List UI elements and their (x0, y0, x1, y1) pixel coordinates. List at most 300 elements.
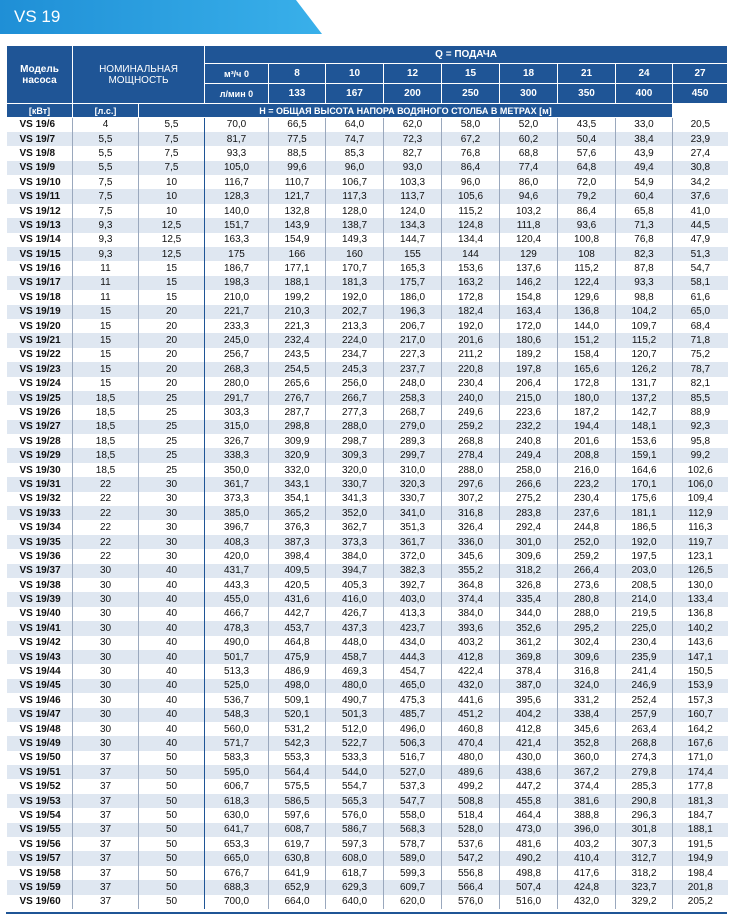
head-cell: 330,7 (326, 477, 384, 491)
head-cell: 154,9 (269, 233, 326, 247)
power-kw-cell: 5,5 (73, 161, 139, 175)
model-cell: VS 19/41 (7, 621, 73, 635)
table-row (7, 218, 728, 232)
head-cell: 478,3 (205, 621, 269, 635)
head-cell: 288,0 (326, 420, 384, 434)
head-cell: 309,6 (558, 650, 616, 664)
head-cell: 676,7 (205, 866, 269, 880)
head-cell: 70,0 (205, 118, 269, 132)
head-cell: 352,6 (500, 621, 558, 635)
header-model (7, 46, 73, 104)
head-cell: 405,3 (326, 578, 384, 592)
head-cell: 68,8 (500, 146, 558, 160)
head-cell: 586,7 (326, 823, 384, 837)
head-cell: 266,6 (500, 477, 558, 491)
head-cell: 291,7 (205, 391, 269, 405)
power-hp-cell: 12,5 (139, 247, 205, 261)
head-cell: 343,1 (269, 477, 326, 491)
head-cell: 365,2 (269, 506, 326, 520)
model-cell: VS 19/18 (7, 290, 73, 304)
head-cell: 197,8 (500, 362, 558, 376)
power-hp-cell: 40 (139, 722, 205, 736)
power-hp-cell: 40 (139, 679, 205, 693)
head-cell: 558,0 (384, 808, 442, 822)
power-kw-cell: 11 (73, 261, 139, 275)
head-cell: 103,3 (384, 175, 442, 189)
head-cell: 43,5 (558, 118, 616, 132)
power-kw-cell: 22 (73, 535, 139, 549)
head-cell: 220,8 (442, 362, 500, 376)
head-cell: 198,4 (673, 866, 728, 880)
head-cell: 565,3 (326, 794, 384, 808)
head-cell: 120,4 (500, 233, 558, 247)
head-cell: 332,0 (269, 463, 326, 477)
head-cell: 88,5 (269, 146, 326, 160)
head-cell: 547,2 (442, 851, 500, 865)
power-kw-cell: 9,3 (73, 233, 139, 247)
table-row (7, 779, 728, 793)
head-cell: 256,0 (326, 377, 384, 391)
head-cell: 160,7 (673, 708, 728, 722)
head-cell: 93,0 (384, 161, 442, 175)
head-cell: 309,3 (326, 448, 384, 462)
head-cell: 420,5 (269, 578, 326, 592)
power-hp-cell: 30 (139, 549, 205, 563)
head-cell: 154,8 (500, 290, 558, 304)
head-cell: 215,0 (500, 391, 558, 405)
head-cell: 81,7 (205, 132, 269, 146)
table-row (7, 664, 728, 678)
head-cell: 181,3 (673, 794, 728, 808)
power-hp-cell: 20 (139, 319, 205, 333)
head-cell: 71,3 (616, 218, 673, 232)
power-hp-cell: 50 (139, 851, 205, 865)
power-hp-cell: 25 (139, 463, 205, 477)
head-cell: 455,0 (205, 592, 269, 606)
head-cell: 172,8 (558, 377, 616, 391)
head-cell: 410,4 (558, 851, 616, 865)
head-cell: 501,3 (326, 708, 384, 722)
head-cell: 252,0 (558, 535, 616, 549)
model-cell: VS 19/45 (7, 679, 73, 693)
head-cell: 516,7 (384, 751, 442, 765)
head-cell: 298,7 (326, 434, 384, 448)
head-cell: 136,8 (558, 305, 616, 319)
head-cell: 268,7 (384, 405, 442, 419)
unit-kw: [кВт] (7, 104, 73, 118)
power-kw-cell: 37 (73, 765, 139, 779)
head-cell: 416,0 (326, 592, 384, 606)
head-cell: 191,5 (673, 837, 728, 851)
power-hp-cell: 7,5 (139, 132, 205, 146)
head-cell: 320,0 (326, 463, 384, 477)
power-kw-cell: 9,3 (73, 218, 139, 232)
head-cell: 143,6 (673, 636, 728, 650)
head-cell: 77,4 (500, 161, 558, 175)
power-hp-cell: 40 (139, 708, 205, 722)
head-cell: 653,3 (205, 837, 269, 851)
head-cell: 153,6 (616, 434, 673, 448)
model-cell: VS 19/13 (7, 218, 73, 232)
power-hp-cell: 30 (139, 492, 205, 506)
table-row (7, 679, 728, 693)
head-cell: 595,0 (205, 765, 269, 779)
head-cell: 144,7 (384, 233, 442, 247)
head-cell: 41,0 (673, 204, 728, 218)
head-cell: 608,7 (269, 823, 326, 837)
head-cell: 192,0 (442, 319, 500, 333)
head-cell: 153,6 (442, 261, 500, 275)
head-cell: 345,6 (442, 549, 500, 563)
table-row (7, 189, 728, 203)
head-cell: 71,8 (673, 333, 728, 347)
head-cell: 128,0 (326, 204, 384, 218)
head-cell: 201,6 (558, 434, 616, 448)
head-cell: 122,4 (558, 276, 616, 290)
power-kw-cell: 30 (73, 564, 139, 578)
head-cell: 618,3 (205, 794, 269, 808)
head-cell: 51,3 (673, 247, 728, 261)
model-cell: VS 19/59 (7, 880, 73, 894)
head-cell: 506,3 (384, 736, 442, 750)
head-cell: 362,7 (326, 520, 384, 534)
head-cell: 165,3 (384, 261, 442, 275)
head-cell: 99,2 (673, 448, 728, 462)
head-cell: 453,7 (269, 621, 326, 635)
head-cell: 94,6 (500, 189, 558, 203)
head-cell: 205,2 (673, 895, 728, 909)
head-cell: 258,3 (384, 391, 442, 405)
head-cell: 290,8 (616, 794, 673, 808)
head-cell: 330,7 (384, 492, 442, 506)
head-cell: 537,6 (442, 837, 500, 851)
head-cell: 485,7 (384, 708, 442, 722)
header-h: H = ОБЩАЯ ВЫСОТА НАПОРА ВОДЯНОГО СТОЛБА В МЕТРАХ [м] (139, 104, 673, 118)
head-cell: 331,2 (558, 693, 616, 707)
head-cell: 151,7 (205, 218, 269, 232)
head-cell: 164,2 (673, 722, 728, 736)
head-cell: 619,7 (269, 837, 326, 851)
power-kw-cell: 30 (73, 607, 139, 621)
head-cell: 117,3 (326, 189, 384, 203)
table-row (7, 247, 728, 261)
power-kw-cell: 37 (73, 808, 139, 822)
model-cell: VS 19/54 (7, 808, 73, 822)
flow-lmin-300: 300 (500, 84, 558, 104)
head-cell: 68,4 (673, 319, 728, 333)
flow-m3h-18: 18 (500, 64, 558, 84)
head-cell: 237,7 (384, 362, 442, 376)
head-cell: 201,6 (442, 333, 500, 347)
head-cell: 72,0 (558, 175, 616, 189)
head-cell: 373,3 (205, 492, 269, 506)
head-cell: 232,2 (500, 420, 558, 434)
model-cell: VS 19/7 (7, 132, 73, 146)
head-cell: 213,3 (326, 319, 384, 333)
head-cell: 243,5 (269, 348, 326, 362)
head-cell: 208,8 (558, 448, 616, 462)
head-cell: 384,0 (442, 607, 500, 621)
head-cell: 82,1 (673, 377, 728, 391)
head-cell: 249,4 (500, 448, 558, 462)
power-hp-cell: 25 (139, 391, 205, 405)
head-cell: 447,2 (500, 779, 558, 793)
head-cell: 376,3 (269, 520, 326, 534)
model-cell: VS 19/49 (7, 736, 73, 750)
head-cell: 432,0 (558, 895, 616, 909)
power-hp-cell: 20 (139, 348, 205, 362)
power-hp-cell: 7,5 (139, 161, 205, 175)
power-kw-cell: 15 (73, 333, 139, 347)
head-cell: 268,3 (205, 362, 269, 376)
table-bottom-rule (6, 912, 727, 914)
head-cell: 237,6 (558, 506, 616, 520)
head-cell: 34,2 (673, 175, 728, 189)
head-cell: 417,6 (558, 866, 616, 880)
head-cell: 110,7 (269, 175, 326, 189)
head-cell: 93,3 (616, 276, 673, 290)
head-cell: 252,4 (616, 693, 673, 707)
head-cell: 44,5 (673, 218, 728, 232)
head-cell: 360,0 (558, 751, 616, 765)
model-cell: VS 19/33 (7, 506, 73, 520)
head-cell: 394,7 (326, 564, 384, 578)
table-row (7, 420, 728, 434)
head-cell: 412,8 (500, 722, 558, 736)
power-kw-cell: 37 (73, 837, 139, 851)
power-hp-cell: 50 (139, 751, 205, 765)
head-cell: 307,2 (442, 492, 500, 506)
head-cell: 58,1 (673, 276, 728, 290)
power-kw-cell: 18,5 (73, 405, 139, 419)
power-kw-cell: 5,5 (73, 132, 139, 146)
model-cell: VS 19/10 (7, 175, 73, 189)
head-cell: 276,7 (269, 391, 326, 405)
head-cell: 93,3 (205, 146, 269, 160)
power-hp-cell: 10 (139, 204, 205, 218)
power-kw-cell: 30 (73, 736, 139, 750)
head-cell: 364,8 (442, 578, 500, 592)
head-cell: 382,3 (384, 564, 442, 578)
head-cell: 223,2 (558, 477, 616, 491)
table-row (7, 564, 728, 578)
head-cell: 265,6 (269, 377, 326, 391)
head-cell: 211,2 (442, 348, 500, 362)
head-cell: 133,4 (673, 592, 728, 606)
head-cell: 150,5 (673, 664, 728, 678)
model-cell: VS 19/40 (7, 607, 73, 621)
head-cell: 326,8 (500, 578, 558, 592)
head-cell: 345,6 (558, 722, 616, 736)
head-cell: 62,0 (384, 118, 442, 132)
model-cell: VS 19/36 (7, 549, 73, 563)
head-cell: 105,6 (442, 189, 500, 203)
power-hp-cell: 40 (139, 664, 205, 678)
head-cell: 512,0 (326, 722, 384, 736)
head-cell: 76,8 (442, 146, 500, 160)
power-kw-cell: 37 (73, 895, 139, 909)
head-cell: 296,3 (616, 808, 673, 822)
power-kw-cell: 22 (73, 492, 139, 506)
model-cell: VS 19/26 (7, 405, 73, 419)
head-cell: 164,6 (616, 463, 673, 477)
head-cell: 159,1 (616, 448, 673, 462)
head-cell: 438,6 (500, 765, 558, 779)
page-title: VS 19 (14, 7, 61, 26)
spec-table-wrap (6, 45, 727, 909)
power-hp-cell: 40 (139, 650, 205, 664)
power-kw-cell: 30 (73, 679, 139, 693)
model-cell: VS 19/38 (7, 578, 73, 592)
head-cell: 194,4 (558, 420, 616, 434)
head-cell: 27,4 (673, 146, 728, 160)
power-hp-cell: 30 (139, 506, 205, 520)
unit-hp: [л.с.] (73, 104, 139, 118)
head-cell: 392,7 (384, 578, 442, 592)
head-cell: 129 (500, 247, 558, 261)
table-row (7, 448, 728, 462)
head-cell: 60,4 (616, 189, 673, 203)
power-kw-cell: 5,5 (73, 146, 139, 160)
head-cell: 49,4 (616, 161, 673, 175)
power-hp-cell: 50 (139, 895, 205, 909)
table-row (7, 362, 728, 376)
head-cell: 404,2 (500, 708, 558, 722)
head-cell: 246,9 (616, 679, 673, 693)
head-cell: 326,7 (205, 434, 269, 448)
head-cell: 344,0 (500, 607, 558, 621)
head-cell: 115,2 (616, 333, 673, 347)
head-cell: 140,2 (673, 621, 728, 635)
head-cell: 480,0 (442, 751, 500, 765)
head-cell: 301,0 (500, 535, 558, 549)
model-cell: VS 19/42 (7, 636, 73, 650)
head-cell: 78,7 (673, 362, 728, 376)
head-cell: 490,2 (500, 851, 558, 865)
model-cell: VS 19/37 (7, 564, 73, 578)
head-cell: 245,3 (326, 362, 384, 376)
model-cell: VS 19/27 (7, 420, 73, 434)
head-cell: 33,0 (616, 118, 673, 132)
head-cell: 473,0 (500, 823, 558, 837)
head-cell: 388,8 (558, 808, 616, 822)
head-cell: 299,7 (384, 448, 442, 462)
flow-m3h-24: 24 (616, 64, 673, 84)
head-cell: 465,0 (384, 679, 442, 693)
power-kw-cell: 37 (73, 794, 139, 808)
head-cell: 259,2 (558, 549, 616, 563)
table-row (7, 736, 728, 750)
head-cell: 130,0 (673, 578, 728, 592)
head-cell: 454,7 (384, 664, 442, 678)
power-hp-cell: 40 (139, 636, 205, 650)
head-cell: 553,3 (269, 751, 326, 765)
head-cell: 443,3 (205, 578, 269, 592)
head-cell: 151,2 (558, 333, 616, 347)
head-cell: 136,8 (673, 607, 728, 621)
head-cell: 361,2 (500, 636, 558, 650)
head-cell: 421,4 (500, 736, 558, 750)
head-cell: 266,7 (326, 391, 384, 405)
flow-lmin-450: 450 (673, 84, 728, 104)
power-hp-cell: 7,5 (139, 146, 205, 160)
head-cell: 116,3 (673, 520, 728, 534)
head-cell: 254,5 (269, 362, 326, 376)
head-cell: 85,5 (673, 391, 728, 405)
power-kw-cell: 7,5 (73, 204, 139, 218)
model-cell: VS 19/44 (7, 664, 73, 678)
head-cell: 289,3 (384, 434, 442, 448)
head-cell: 214,0 (616, 592, 673, 606)
flow-value: 0 (243, 68, 249, 79)
head-cell: 186,5 (616, 520, 673, 534)
power-hp-cell: 50 (139, 808, 205, 822)
power-kw-cell: 37 (73, 880, 139, 894)
head-cell: 20,5 (673, 118, 728, 132)
head-cell: 230,4 (442, 377, 500, 391)
head-cell: 688,3 (205, 880, 269, 894)
head-cell: 86,4 (558, 204, 616, 218)
power-kw-cell: 30 (73, 650, 139, 664)
head-cell: 120,7 (616, 348, 673, 362)
power-kw-cell: 18,5 (73, 463, 139, 477)
power-kw-cell: 15 (73, 377, 139, 391)
head-cell: 126,5 (673, 564, 728, 578)
head-cell: 99,6 (269, 161, 326, 175)
table-row (7, 132, 728, 146)
head-cell: 458,7 (326, 650, 384, 664)
power-hp-cell: 10 (139, 189, 205, 203)
model-cell: VS 19/47 (7, 708, 73, 722)
head-cell: 338,4 (558, 708, 616, 722)
head-cell: 498,0 (269, 679, 326, 693)
head-cell: 175,6 (616, 492, 673, 506)
head-cell: 148,1 (616, 420, 673, 434)
head-cell: 275,2 (500, 492, 558, 506)
flow-lmin-400: 400 (616, 84, 673, 104)
head-cell: 230,4 (558, 492, 616, 506)
head-cell: 424,8 (558, 880, 616, 894)
model-cell: VS 19/21 (7, 333, 73, 347)
head-cell: 109,7 (616, 319, 673, 333)
head-cell: 144,0 (558, 319, 616, 333)
head-cell: 381,6 (558, 794, 616, 808)
head-cell: 72,3 (384, 132, 442, 146)
power-hp-cell: 20 (139, 362, 205, 376)
head-cell: 77,5 (269, 132, 326, 146)
power-hp-cell: 50 (139, 837, 205, 851)
head-cell: 197,5 (616, 549, 673, 563)
head-cell: 79,2 (558, 189, 616, 203)
head-cell: 65,8 (616, 204, 673, 218)
model-cell: VS 19/43 (7, 650, 73, 664)
table-row (7, 722, 728, 736)
table-row (7, 578, 728, 592)
head-cell: 288,0 (442, 463, 500, 477)
head-cell: 578,7 (384, 837, 442, 851)
head-cell: 106,0 (673, 477, 728, 491)
head-cell: 180,6 (500, 333, 558, 347)
table-row (7, 276, 728, 290)
power-hp-cell: 12,5 (139, 218, 205, 232)
head-cell: 221,7 (205, 305, 269, 319)
power-kw-cell: 11 (73, 276, 139, 290)
model-cell: VS 19/25 (7, 391, 73, 405)
head-cell: 203,0 (616, 564, 673, 578)
model-cell: VS 19/9 (7, 161, 73, 175)
head-cell: 210,3 (269, 305, 326, 319)
head-cell: 172,0 (500, 319, 558, 333)
